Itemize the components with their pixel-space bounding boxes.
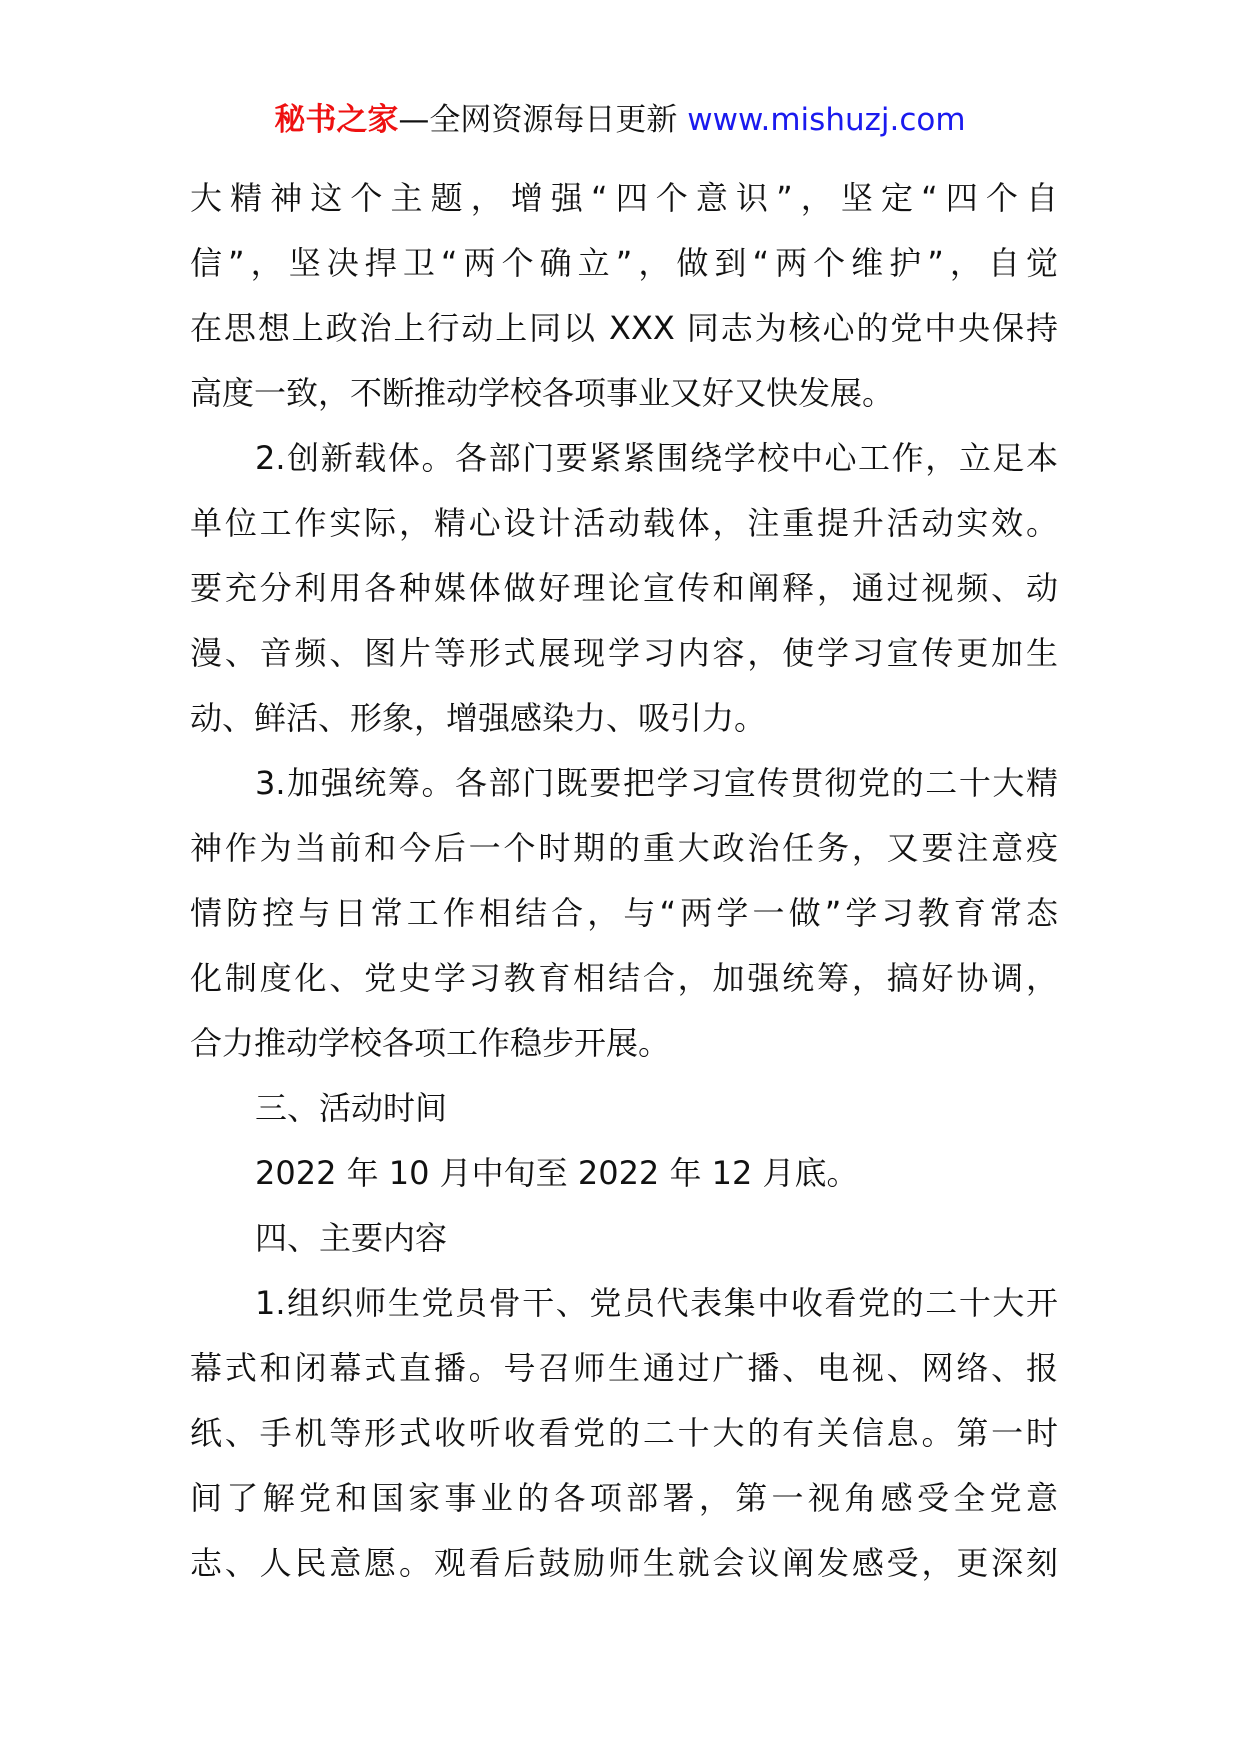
body-line: 2.创新载体。各部门要紧紧围绕学校中心工作，立足本: [255, 439, 1058, 477]
body-line: 1.组织师生党员骨干、党员代表集中收看党的二十大开: [255, 1284, 1058, 1322]
body-line: 幕式和闭幕式直播。号召师生通过广播、电视、网络、报: [190, 1349, 1058, 1387]
body-line: 单位工作实际，精心设计活动载体，注重提升活动实效。: [190, 504, 1058, 542]
body-line: 合力推动学校各项工作稳步开展。: [190, 1024, 671, 1062]
site-brand: 秘书之家: [274, 102, 399, 138]
body-line: 信”，坚决捍卫“两个确立”，做到“两个维护”，自觉: [190, 244, 1058, 282]
site-header: [0, 100, 1240, 140]
section-heading: 四、主要内容: [255, 1219, 448, 1257]
body-line: 2022 年 10 月中旬至 2022 年 12 月底。: [255, 1154, 859, 1192]
body-line: 漫、音频、图片等形式展现学习内容，使学习宣传更加生: [190, 634, 1058, 672]
document-body: [190, 166, 1058, 1596]
body-line: 纸、手机等形式收听收看党的二十大的有关信息。第一时: [190, 1414, 1058, 1452]
body-line: 化制度化、党史学习教育相结合，加强统筹，搞好协调，: [190, 959, 1058, 997]
section-heading: 三、活动时间: [255, 1089, 448, 1127]
body-line: 间了解党和国家事业的各项部署，第一视角感受全党意: [190, 1479, 1058, 1517]
body-line: 要充分利用各种媒体做好理论宣传和阐释，通过视频、动: [190, 569, 1058, 607]
site-tagline: —全网资源每日更新: [398, 102, 678, 138]
body-line: 情防控与日常工作相结合，与“两学一做”学习教育常态: [190, 894, 1058, 932]
site-url-link[interactable]: www.mishuzj.com: [687, 102, 966, 138]
body-line: 志、人民意愿。观看后鼓励师生就会议阐发感受，更深刻: [190, 1544, 1058, 1582]
body-line: 动、鲜活、形象，增强感染力、吸引力。: [190, 699, 767, 737]
body-line: 高度一致，不断推动学校各项事业又好又快发展。: [190, 374, 895, 412]
body-line: 神作为当前和今后一个时期的重大政治任务，又要注意疫: [190, 829, 1058, 867]
body-line: 大精神这个主题，增强“四个意识”，坚定“四个自: [190, 179, 1058, 217]
body-line: 在思想上政治上行动上同以 XXX 同志为核心的党中央保持: [190, 309, 1058, 347]
body-line: 3.加强统筹。各部门既要把学习宣传贯彻党的二十大精: [255, 764, 1058, 802]
